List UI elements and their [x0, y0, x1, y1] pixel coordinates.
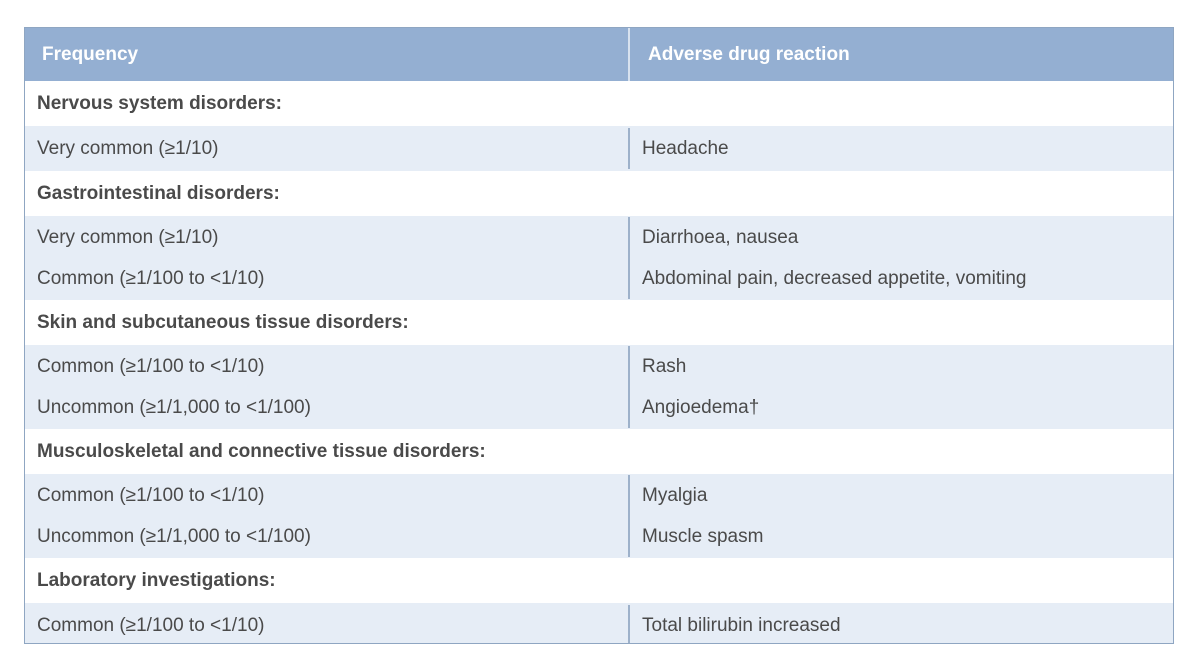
frequency-cell: Common (≥1/100 to <1/10) [37, 268, 265, 289]
reaction-cell: Diarrhoea, nausea [642, 227, 799, 248]
frequency-cell: Uncommon (≥1/1,000 to <1/100) [37, 526, 311, 547]
adverse-reactions-table [24, 27, 1174, 644]
section-title-musculoskeletal: Musculoskeletal and connective tissue disorders: [25, 429, 1173, 474]
reaction-cell: Muscle spasm [642, 526, 764, 547]
reaction-cell: Headache [642, 138, 729, 159]
section-rows-gastrointestinal [25, 216, 1173, 300]
frequency-cell: Very common (≥1/10) [37, 227, 219, 248]
header-adverse-reaction: Adverse drug reaction [648, 44, 850, 65]
section-rows-nervous-system [25, 126, 1173, 171]
section-title-skin-subcutaneous: Skin and subcutaneous tissue disorders: [25, 300, 1173, 345]
section-title-laboratory: Laboratory investigations: [25, 558, 1173, 603]
section-title-nervous-system: Nervous system disorders: [25, 81, 1173, 126]
frequency-cell: Common (≥1/100 to <1/10) [37, 485, 265, 506]
frequency-cell: Uncommon (≥1/1,000 to <1/100) [37, 397, 311, 418]
frequency-cell: Very common (≥1/10) [37, 138, 219, 159]
section-rows-skin-subcutaneous [25, 345, 1173, 429]
section-title-gastrointestinal: Gastrointestinal disorders: [25, 171, 1173, 216]
frequency-cell: Common (≥1/100 to <1/10) [37, 356, 265, 377]
reaction-cell: Rash [642, 356, 687, 377]
table-header-row [25, 28, 1173, 81]
reaction-cell: Abdominal pain, decreased appetite, vomiting [642, 268, 1027, 289]
reaction-cell: Myalgia [642, 485, 708, 506]
header-frequency: Frequency [25, 28, 630, 81]
section-rows-laboratory [25, 603, 1173, 644]
section-rows-musculoskeletal [25, 474, 1173, 558]
reaction-cell: Angioedema† [642, 397, 760, 418]
frequency-cell: Common (≥1/100 to <1/10) [37, 615, 265, 636]
reaction-cell: Total bilirubin increased [642, 615, 841, 636]
